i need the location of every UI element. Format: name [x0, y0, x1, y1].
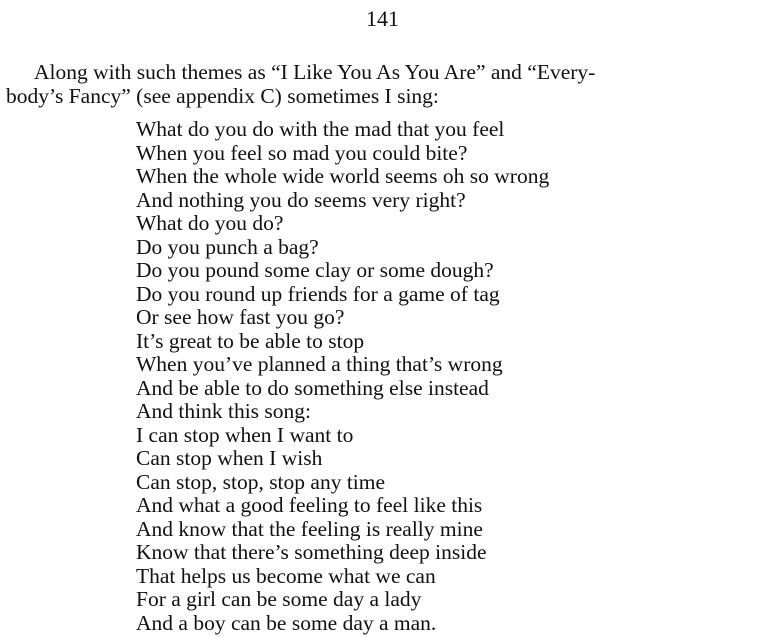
lyric-line: It’s great to be able to stop [136, 328, 365, 353]
page-number: 141 [366, 6, 399, 31]
lyric-line: Do you round up friends for a game of tag [136, 281, 500, 306]
lyric-line: Do you punch a bag? [136, 234, 319, 259]
lyric-line: And nothing you do seems very right? [136, 187, 466, 212]
lyric-line: And be able to do something else instead [136, 375, 489, 400]
lyric-line: And a boy can be some day a man. [136, 610, 437, 635]
lyric-line: And think this song: [136, 399, 312, 423]
lyric-line: Or see how fast you go? [136, 305, 345, 329]
lyric-line: When you feel so mad you could bite? [136, 140, 468, 165]
lyric-line: For a girl can be some day a lady [136, 587, 422, 611]
intro-paragraph [6, 60, 758, 108]
lyric-line: I can stop when I want to [136, 422, 354, 447]
lyric-line: What do you do? [136, 211, 284, 235]
intro-line-2: body’s Fancy” (see appendix C) sometimes I sing: [6, 84, 439, 108]
lyric-line: When you’ve planned a thing that’s wrong [136, 352, 503, 376]
lyric-line: That helps us become what we can [136, 563, 436, 588]
lyric-line: Can stop when I wish [136, 446, 323, 470]
lyric-line: And know that the feeling is really mine [136, 516, 483, 541]
lyric-line: What do you do with the mad that you feel [136, 117, 505, 141]
lyric-line: And what a good feeling to feel like this [136, 493, 483, 517]
lyric-line: Can stop, stop, stop any time [136, 469, 386, 494]
lyric-line: When the whole wide world seems oh so wrong [136, 164, 550, 188]
song-lyrics [136, 118, 756, 635]
intro-line-1: Along with such themes as “I Like You As You Are” and “Every- [34, 60, 596, 84]
lyric-line: Do you pound some clay or some dough? [136, 258, 494, 282]
lyric-line: Know that there’s something deep inside [136, 540, 487, 564]
